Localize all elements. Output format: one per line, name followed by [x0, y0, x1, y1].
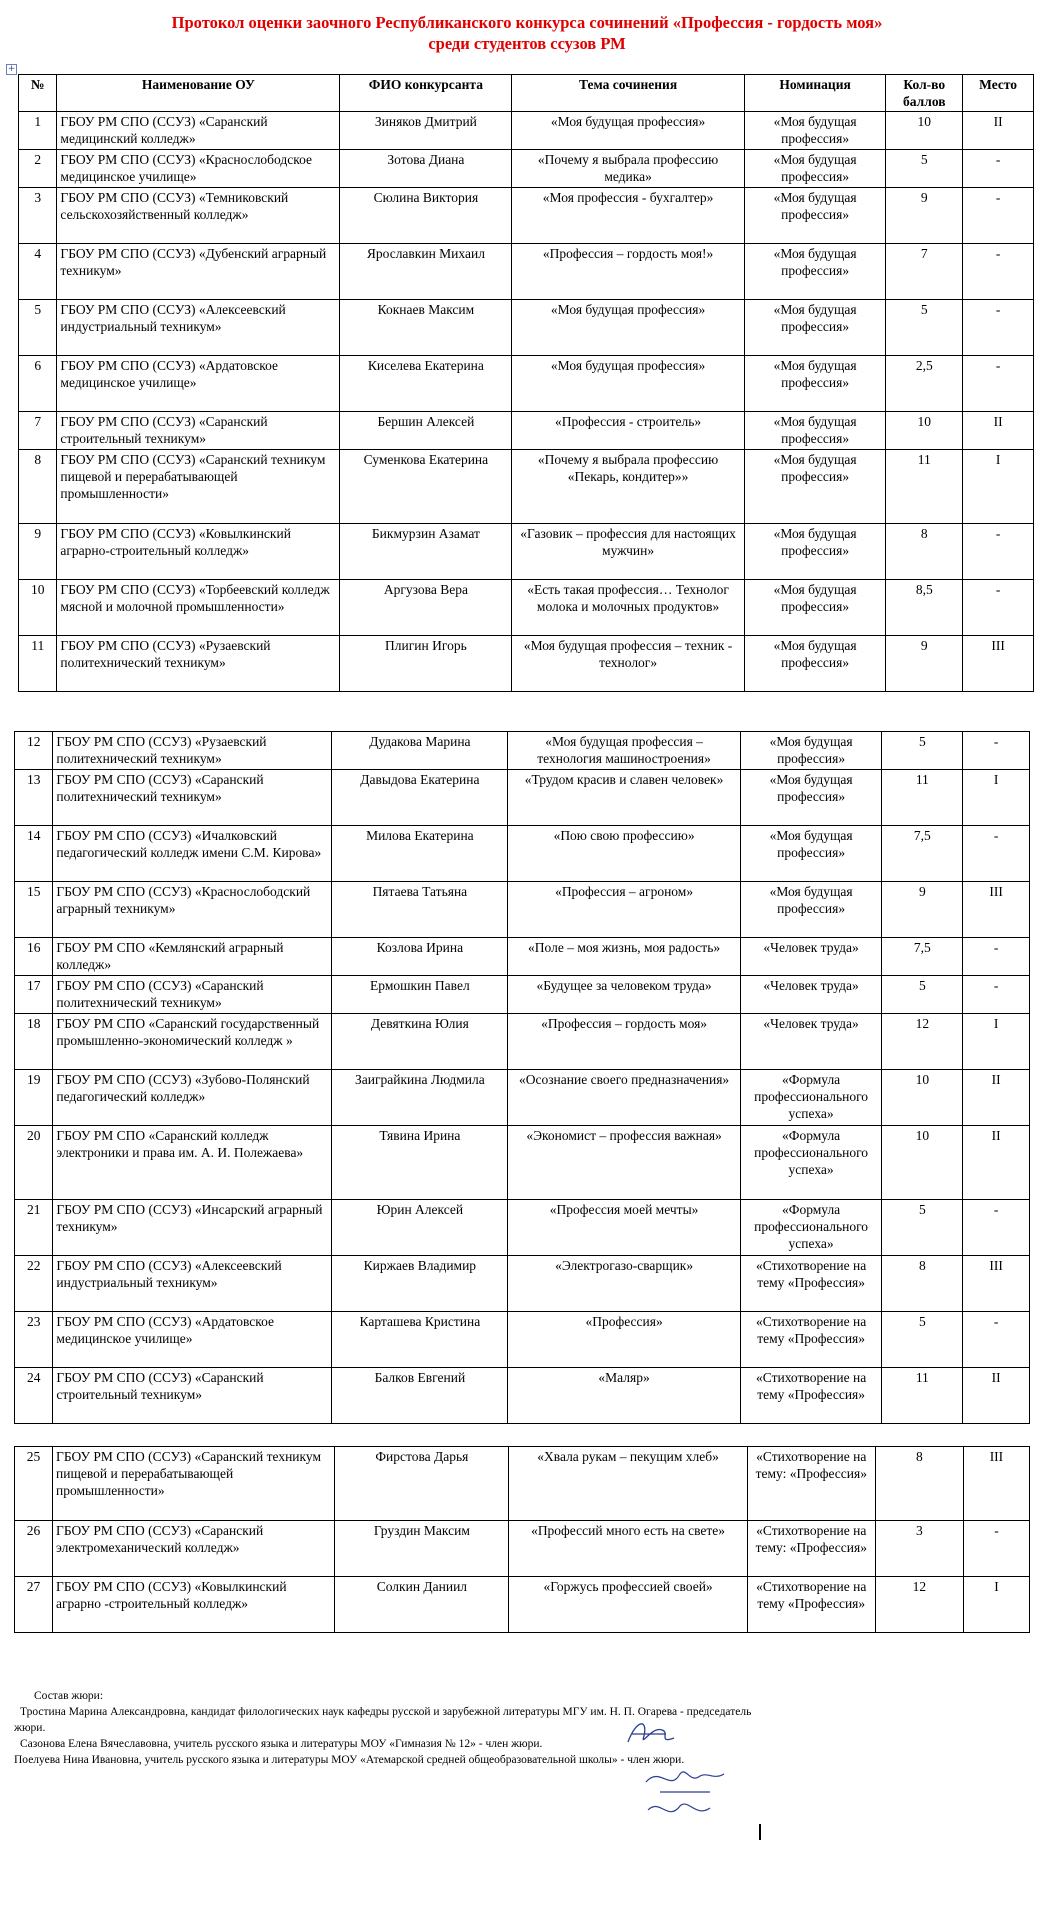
- cell-nomination: «Моя будущая профессия»: [744, 300, 886, 356]
- table-row: [19, 150, 1034, 188]
- cell-institution: ГБОУ РМ СПО (ССУЗ) «Саранский техникум пищевой и перерабатывающей промышленности»: [53, 1447, 335, 1521]
- cell-number: 14: [15, 826, 53, 882]
- cell-essay-topic: «Профессия - строитель»: [512, 412, 745, 450]
- table-row: [19, 356, 1034, 412]
- cell-number: 12: [15, 732, 53, 770]
- table-row: [19, 300, 1034, 356]
- cell-participant: Дудакова Марина: [332, 732, 508, 770]
- table-row: [19, 636, 1034, 692]
- cell-institution: ГБОУ РМ СПО (ССУЗ) «Ковылкинский аграрно -строительный колледж»: [53, 1577, 335, 1633]
- cell-essay-topic: «Маляр»: [508, 1368, 741, 1424]
- cell-nomination: «Человек труда»: [740, 1014, 882, 1070]
- cell-institution: ГБОУ РМ СПО (ССУЗ) «Ичалковский педагогический колледж имени С.М. Кирова»: [53, 826, 332, 882]
- table-row: [19, 188, 1034, 244]
- cell-place: -: [963, 826, 1030, 882]
- cell-essay-topic: «Моя будущая профессия»: [512, 112, 745, 150]
- cell-institution: ГБОУ РМ СПО (ССУЗ) «Саранский строительный техникум»: [57, 412, 340, 450]
- signature-sazonova: [618, 1712, 688, 1756]
- cell-participant: Козлова Ирина: [332, 938, 508, 976]
- cell-essay-topic: «Трудом красив и славен человек»: [508, 770, 741, 826]
- cell-institution: ГБОУ РМ СПО (ССУЗ) «Краснослободское медицинское училище»: [57, 150, 340, 188]
- cell-essay-topic: «Профессий много есть на свете»: [509, 1521, 747, 1577]
- jury-member-1: Тростина Марина Александровна, кандидат филологических наук кафедры русской и зарубежной литературы МГУ им. Н. П. Огарева - председатель жюри.: [14, 1706, 752, 1734]
- document-title: [0, 12, 1054, 54]
- cell-place: III: [963, 1256, 1030, 1312]
- cell-score: 8: [875, 1447, 963, 1521]
- cell-participant: Ермошкин Павел: [332, 976, 508, 1014]
- cell-score: 7,5: [882, 938, 963, 976]
- cell-participant: Киселева Екатерина: [340, 356, 512, 412]
- cell-number: 8: [19, 450, 57, 524]
- table-row: [19, 412, 1034, 450]
- cell-nomination: «Моя будущая профессия»: [744, 412, 886, 450]
- protocol-table-part-3: [14, 1446, 1030, 1633]
- cell-score: 11: [882, 1368, 963, 1424]
- cell-institution: ГБОУ РМ СПО «Саранский государственный промышленно-экономический колледж »: [53, 1014, 332, 1070]
- cell-participant: Давыдова Екатерина: [332, 770, 508, 826]
- cell-number: 16: [15, 938, 53, 976]
- protocol-table-part-1: [18, 74, 1034, 692]
- cell-number: 3: [19, 188, 57, 244]
- cell-nomination: «Моя будущая профессия»: [744, 150, 886, 188]
- cell-number: 25: [15, 1447, 53, 1521]
- table-row: [15, 882, 1030, 938]
- column-header-nomination: Номинация: [744, 75, 886, 112]
- column-header-participant: ФИО конкурсанта: [340, 75, 512, 112]
- cell-nomination: «Стихотворение на тему «Профессия»: [747, 1577, 875, 1633]
- cell-institution: ГБОУ РМ СПО (ССУЗ) «Алексеевский индустриальный техникум»: [53, 1256, 332, 1312]
- cell-participant: Бикмурзин Азамат: [340, 524, 512, 580]
- cell-score: 5: [882, 732, 963, 770]
- cell-essay-topic: «Хвала рукам – пекущим хлеб»: [509, 1447, 747, 1521]
- table-row: [15, 1521, 1030, 1577]
- cell-participant: Зотова Диана: [340, 150, 512, 188]
- cell-participant: Аргузова Вера: [340, 580, 512, 636]
- cell-nomination: «Моя будущая профессия»: [740, 732, 882, 770]
- table-row: [19, 244, 1034, 300]
- cell-score: 5: [882, 1200, 963, 1256]
- cell-place: -: [963, 732, 1030, 770]
- cell-nomination: «Формула профессионального успеха»: [740, 1070, 882, 1126]
- cell-place: -: [963, 1200, 1030, 1256]
- cell-nomination: «Стихотворение на тему: «Профессия»: [747, 1447, 875, 1521]
- cell-score: 12: [882, 1014, 963, 1070]
- cell-nomination: «Формула профессионального успеха»: [740, 1126, 882, 1200]
- cell-number: 4: [19, 244, 57, 300]
- cell-nomination: «Стихотворение на тему: «Профессия»: [747, 1521, 875, 1577]
- column-header-institution: Наименование ОУ: [57, 75, 340, 112]
- cell-score: 5: [882, 976, 963, 1014]
- cell-institution: ГБОУ РМ СПО (ССУЗ) «Саранский техникум пищевой и перерабатывающей промышленности»: [57, 450, 340, 524]
- cell-participant: Фирстова Дарья: [335, 1447, 509, 1521]
- cell-institution: ГБОУ РМ СПО (ССУЗ) «Торбеевский колледж мясной и молочной промышленности»: [57, 580, 340, 636]
- cell-place: II: [963, 1368, 1030, 1424]
- cell-participant: Юрин Алексей: [332, 1200, 508, 1256]
- cell-score: 2,5: [886, 356, 963, 412]
- column-header-number: №: [19, 75, 57, 112]
- cell-institution: ГБОУ РМ СПО (ССУЗ) «Ковылкинский аграрно-строительный колледж»: [57, 524, 340, 580]
- table-move-handle-icon[interactable]: +: [7, 64, 16, 74]
- cell-place: II: [963, 1070, 1030, 1126]
- cell-nomination: «Моя будущая профессия»: [744, 112, 886, 150]
- cell-number: 10: [19, 580, 57, 636]
- cell-number: 22: [15, 1256, 53, 1312]
- cell-institution: ГБОУ РМ СПО (ССУЗ) «Ардатовское медицинское училище»: [53, 1312, 332, 1368]
- table-row: [15, 1577, 1030, 1633]
- cell-score: 9: [882, 882, 963, 938]
- cell-score: 8,5: [886, 580, 963, 636]
- cell-institution: ГБОУ РМ СПО (ССУЗ) «Саранский медицинский колледж»: [57, 112, 340, 150]
- cell-participant: Девяткина Юлия: [332, 1014, 508, 1070]
- cell-number: 19: [15, 1070, 53, 1126]
- cell-place: -: [963, 1521, 1029, 1577]
- cell-nomination: «Моя будущая профессия»: [744, 188, 886, 244]
- table-row: [15, 732, 1030, 770]
- cell-nomination: «Моя будущая профессия»: [744, 450, 886, 524]
- cell-participant: Солкин Даниил: [335, 1577, 509, 1633]
- cell-place: I: [963, 1014, 1030, 1070]
- table-row: [15, 938, 1030, 976]
- cell-essay-topic: «Газовик – профессия для настоящих мужчин»: [512, 524, 745, 580]
- table-row: [15, 1447, 1030, 1521]
- cell-score: 10: [882, 1070, 963, 1126]
- cell-essay-topic: «Горжусь профессией своей»: [509, 1577, 747, 1633]
- cell-nomination: «Моя будущая профессия»: [744, 356, 886, 412]
- cell-place: II: [963, 412, 1034, 450]
- cell-institution: ГБОУ РМ СПО «Саранский колледж электроники и права им. А. И. Полежаева»: [53, 1126, 332, 1200]
- cell-score: 11: [882, 770, 963, 826]
- cell-score: 11: [886, 450, 963, 524]
- cell-institution: ГБОУ РМ СПО (ССУЗ) «Краснослободский аграрный техникум»: [53, 882, 332, 938]
- cell-number: 1: [19, 112, 57, 150]
- cell-essay-topic: «Почему я выбрала профессию медика»: [512, 150, 745, 188]
- cell-place: -: [963, 300, 1034, 356]
- cell-essay-topic: «Осознание своего предназначения»: [508, 1070, 741, 1126]
- cell-number: 17: [15, 976, 53, 1014]
- cell-place: II: [963, 1126, 1030, 1200]
- table-row: [19, 450, 1034, 524]
- table-row: [19, 524, 1034, 580]
- cell-nomination: «Человек труда»: [740, 976, 882, 1014]
- cell-essay-topic: «Моя будущая профессия»: [512, 356, 745, 412]
- cell-nomination: «Моя будущая профессия»: [740, 826, 882, 882]
- cell-essay-topic: «Профессия – гордость моя!»: [512, 244, 745, 300]
- cell-nomination: «Моя будущая профессия»: [744, 636, 886, 692]
- cell-number: 23: [15, 1312, 53, 1368]
- cell-essay-topic: «Профессия моей мечты»: [508, 1200, 741, 1256]
- cell-essay-topic: «Профессия – агроном»: [508, 882, 741, 938]
- cell-number: 20: [15, 1126, 53, 1200]
- cell-participant: Тявина Ирина: [332, 1126, 508, 1200]
- cell-nomination: «Моя будущая профессия»: [744, 580, 886, 636]
- cell-place: III: [963, 1447, 1029, 1521]
- cell-institution: ГБОУ РМ СПО (ССУЗ) «Инсарский аграрный техникум»: [53, 1200, 332, 1256]
- cell-essay-topic: «Профессия – гордость моя»: [508, 1014, 741, 1070]
- cell-place: III: [963, 636, 1034, 692]
- cell-score: 8: [882, 1256, 963, 1312]
- cell-essay-topic: «Электрогазо-сварщик»: [508, 1256, 741, 1312]
- cell-nomination: «Моя будущая профессия»: [744, 244, 886, 300]
- cell-score: 9: [886, 636, 963, 692]
- cell-number: 24: [15, 1368, 53, 1424]
- cell-score: 5: [882, 1312, 963, 1368]
- jury-member-3: Поелуева Нина Ивановна, учитель русского языка и литературы МОУ «Атемарской средней общеобразовательной школы» - член жюри.: [14, 1754, 685, 1766]
- text-cursor: [759, 1824, 761, 1840]
- cell-essay-topic: «Пою свою профессию»: [508, 826, 741, 882]
- cell-number: 15: [15, 882, 53, 938]
- signature-poelueva: [640, 1762, 730, 1832]
- cell-number: 5: [19, 300, 57, 356]
- cell-nomination: «Стихотворение на тему «Профессия»: [740, 1312, 882, 1368]
- cell-place: -: [963, 976, 1030, 1014]
- cell-number: 26: [15, 1521, 53, 1577]
- cell-institution: ГБОУ РМ СПО (ССУЗ) «Саранский политехнический техникум»: [53, 976, 332, 1014]
- cell-score: 12: [875, 1577, 963, 1633]
- protocol-table-part-2: [14, 731, 1030, 1424]
- cell-score: 7: [886, 244, 963, 300]
- column-header-place: Место: [963, 75, 1034, 112]
- cell-institution: ГБОУ РМ СПО «Кемлянский аграрный колледж»: [53, 938, 332, 976]
- cell-institution: ГБОУ РМ СПО (ССУЗ) «Зубово-Полянский педагогический колледж»: [53, 1070, 332, 1126]
- cell-score: 10: [886, 412, 963, 450]
- table-row: [15, 1312, 1030, 1368]
- table-row: [15, 1126, 1030, 1200]
- cell-nomination: «Формула профессионального успеха»: [740, 1200, 882, 1256]
- cell-number: 21: [15, 1200, 53, 1256]
- cell-nomination: «Моя будущая профессия»: [744, 524, 886, 580]
- cell-institution: ГБОУ РМ СПО (ССУЗ) «Темниковский сельскохозяйственный колледж»: [57, 188, 340, 244]
- table-row: [15, 1368, 1030, 1424]
- cell-place: II: [963, 112, 1034, 150]
- cell-place: -: [963, 356, 1034, 412]
- cell-participant: Бершин Алексей: [340, 412, 512, 450]
- cell-participant: Балков Евгений: [332, 1368, 508, 1424]
- cell-score: 10: [886, 112, 963, 150]
- table-row: [15, 1070, 1030, 1126]
- cell-participant: Карташева Кристина: [332, 1312, 508, 1368]
- table-row: [15, 1014, 1030, 1070]
- cell-participant: Зиняков Дмитрий: [340, 112, 512, 150]
- cell-institution: ГБОУ РМ СПО (ССУЗ) «Дубенский аграрный техникум»: [57, 244, 340, 300]
- cell-participant: Сюлина Виктория: [340, 188, 512, 244]
- cell-score: 8: [886, 524, 963, 580]
- cell-participant: Плигин Игорь: [340, 636, 512, 692]
- table-row: [15, 826, 1030, 882]
- cell-score: 9: [886, 188, 963, 244]
- cell-participant: Груздин Максим: [335, 1521, 509, 1577]
- cell-institution: ГБОУ РМ СПО (ССУЗ) «Рузаевский политехнический техникум»: [53, 732, 332, 770]
- jury-heading: Состав жюри:: [34, 1690, 104, 1702]
- cell-nomination: «Моя будущая профессия»: [740, 770, 882, 826]
- cell-institution: ГБОУ РМ СПО (ССУЗ) «Рузаевский политехнический техникум»: [57, 636, 340, 692]
- jury-member-2: Сазонова Елена Вячеславовна, учитель русского языка и литературы МОУ «Гимназия № 12» - член жюри.: [20, 1738, 543, 1750]
- table-row: [15, 770, 1030, 826]
- cell-number: 11: [19, 636, 57, 692]
- cell-number: 2: [19, 150, 57, 188]
- table-row: [15, 976, 1030, 1014]
- cell-number: 18: [15, 1014, 53, 1070]
- cell-number: 7: [19, 412, 57, 450]
- table-header-row: [19, 75, 1034, 112]
- cell-nomination: «Стихотворение на тему «Профессия»: [740, 1368, 882, 1424]
- cell-institution: ГБОУ РМ СПО (ССУЗ) «Саранский строительный техникум»: [53, 1368, 332, 1424]
- cell-number: 13: [15, 770, 53, 826]
- cell-participant: Милова Екатерина: [332, 826, 508, 882]
- cell-place: -: [963, 1312, 1030, 1368]
- cell-number: 9: [19, 524, 57, 580]
- cell-score: 10: [882, 1126, 963, 1200]
- cell-place: I: [963, 1577, 1029, 1633]
- table-row: [19, 580, 1034, 636]
- cell-essay-topic: «Будущее за человеком труда»: [508, 976, 741, 1014]
- cell-essay-topic: «Моя будущая профессия – технология машиностроения»: [508, 732, 741, 770]
- cell-participant: Ярославкин Михаил: [340, 244, 512, 300]
- cell-score: 7,5: [882, 826, 963, 882]
- cell-nomination: «Человек труда»: [740, 938, 882, 976]
- cell-place: I: [963, 450, 1034, 524]
- cell-essay-topic: «Моя будущая профессия – техник - технолог»: [512, 636, 745, 692]
- cell-institution: ГБОУ РМ СПО (ССУЗ) «Саранский электромеханический колледж»: [53, 1521, 335, 1577]
- cell-essay-topic: «Поле – моя жизнь, моя радость»: [508, 938, 741, 976]
- cell-nomination: «Стихотворение на тему «Профессия»: [740, 1256, 882, 1312]
- cell-participant: Суменкова Екатерина: [340, 450, 512, 524]
- cell-essay-topic: «Моя профессия - бухгалтер»: [512, 188, 745, 244]
- cell-institution: ГБОУ РМ СПО (ССУЗ) «Саранский политехнический техникум»: [53, 770, 332, 826]
- table-row: [15, 1256, 1030, 1312]
- cell-place: -: [963, 938, 1030, 976]
- cell-place: -: [963, 244, 1034, 300]
- cell-institution: ГБОУ РМ СПО (ССУЗ) «Алексеевский индустриальный техникум»: [57, 300, 340, 356]
- cell-place: -: [963, 524, 1034, 580]
- cell-nomination: «Моя будущая профессия»: [740, 882, 882, 938]
- cell-number: 27: [15, 1577, 53, 1633]
- cell-institution: ГБОУ РМ СПО (ССУЗ) «Ардатовское медицинское училище»: [57, 356, 340, 412]
- cell-essay-topic: «Почему я выбрала профессию «Пекарь, кондитер»»: [512, 450, 745, 524]
- cell-essay-topic: «Профессия»: [508, 1312, 741, 1368]
- cell-participant: Кокнаев Максим: [340, 300, 512, 356]
- cell-place: -: [963, 150, 1034, 188]
- table-row: [15, 1200, 1030, 1256]
- table-row: [19, 112, 1034, 150]
- cell-score: 5: [886, 300, 963, 356]
- column-header-score: Кол-во баллов: [886, 75, 963, 112]
- cell-score: 3: [875, 1521, 963, 1577]
- cell-participant: Пятаева Татьяна: [332, 882, 508, 938]
- cell-place: -: [963, 580, 1034, 636]
- title-line-2: среди студентов ссузов РМ: [428, 34, 626, 53]
- cell-essay-topic: «Есть такая профессия… Технолог молока и молочных продуктов»: [512, 580, 745, 636]
- cell-place: -: [963, 188, 1034, 244]
- column-header-essay-topic: Тема сочинения: [512, 75, 745, 112]
- cell-number: 6: [19, 356, 57, 412]
- title-line-1: Протокол оценки заочного Республиканского конкурса сочинений «Профессия - гордость моя»: [171, 13, 883, 32]
- cell-essay-topic: «Моя будущая профессия»: [512, 300, 745, 356]
- cell-participant: Киржаев Владимир: [332, 1256, 508, 1312]
- cell-place: III: [963, 882, 1030, 938]
- cell-essay-topic: «Экономист – профессия важная»: [508, 1126, 741, 1200]
- cell-participant: Заиграйкина Людмила: [332, 1070, 508, 1126]
- cell-score: 5: [886, 150, 963, 188]
- cell-place: I: [963, 770, 1030, 826]
